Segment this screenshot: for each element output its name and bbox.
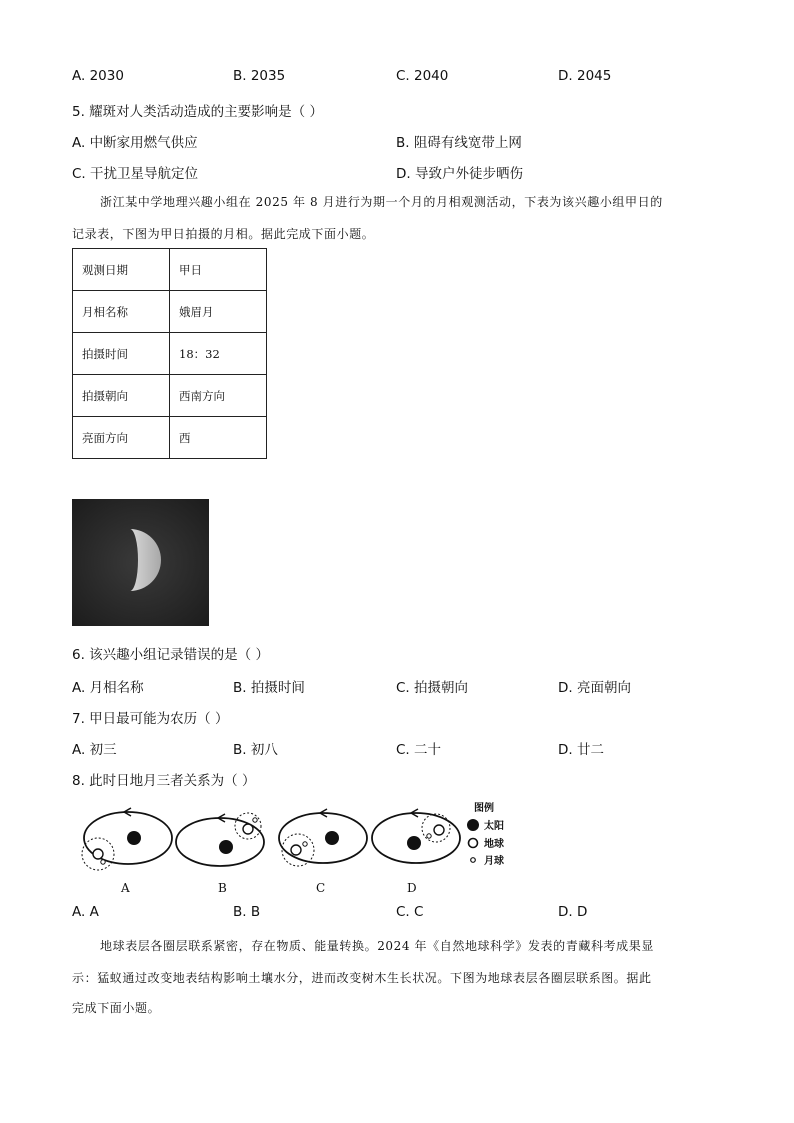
moon-phase-photo bbox=[72, 499, 209, 626]
legend-sun-icon bbox=[467, 819, 479, 831]
legend-moon-icon bbox=[471, 858, 476, 863]
diagram-label-b: B bbox=[218, 881, 227, 895]
intro2-line3: 完成下面小题。 bbox=[72, 1001, 161, 1015]
table-key: 月相名称 bbox=[73, 291, 170, 333]
table-value: 娥眉月 bbox=[170, 291, 267, 333]
q7-option-b: B. 初八 bbox=[233, 742, 278, 758]
table-key: 拍摄朝向 bbox=[73, 375, 170, 417]
intro1-line2: 记录表，下图为甲日拍摄的月相。据此完成下面小题。 bbox=[72, 227, 375, 241]
diagram-b bbox=[176, 813, 264, 866]
q5-option-b: B. 阻碍有线宽带上网 bbox=[396, 135, 522, 151]
q5-stem: 5. 耀斑对人类活动造成的主要影响是（ ） bbox=[72, 104, 323, 120]
q6-option-a: A. 月相名称 bbox=[72, 680, 144, 696]
table-key: 拍摄时间 bbox=[73, 333, 170, 375]
q6-option-c: C. 拍摄朝向 bbox=[396, 680, 469, 696]
q7-option-a: A. 初三 bbox=[72, 742, 117, 758]
diagram-d bbox=[372, 809, 460, 863]
q5-option-a: A. 中断家用燃气供应 bbox=[72, 135, 198, 151]
q8-option-b: B. B bbox=[233, 904, 261, 920]
legend-moon-label: 月球 bbox=[484, 856, 504, 867]
q7-stem: 7. 甲日最可能为农历（ ） bbox=[72, 711, 229, 727]
table-value: 甲日 bbox=[170, 249, 267, 291]
diagram-label-a: A bbox=[121, 881, 130, 895]
legend-sun-label: 太阳 bbox=[484, 821, 504, 832]
table-row bbox=[73, 291, 267, 333]
table-row bbox=[73, 375, 267, 417]
table-value: 西 bbox=[170, 417, 267, 459]
q8-option-a: A. A bbox=[72, 904, 99, 920]
intro1-line1: 浙江某中学地理兴趣小组在 2025 年 8 月进行为期一个月的月相观测活动，下表为该兴趣小组甲日的 bbox=[100, 195, 663, 209]
table-value: 西南方向 bbox=[170, 375, 267, 417]
q4-option-d: D. 2045 bbox=[558, 68, 612, 84]
q6-option-d: D. 亮面朝向 bbox=[558, 680, 631, 696]
diagram-label-c: C bbox=[316, 881, 326, 895]
table-key: 观测日期 bbox=[73, 249, 170, 291]
legend-title: 图例 bbox=[474, 803, 494, 814]
sun-earth-moon-diagram bbox=[72, 798, 522, 898]
q8-option-d: D. D bbox=[558, 904, 588, 920]
q6-option-b: B. 拍摄时间 bbox=[233, 680, 305, 696]
q5-option-c: C. 干扰卫星导航定位 bbox=[72, 166, 199, 182]
table-value: 18：32 bbox=[170, 333, 267, 375]
table-key: 亮面方向 bbox=[73, 417, 170, 459]
diagram-label-d: D bbox=[407, 881, 417, 895]
q7-option-c: C. 二十 bbox=[396, 742, 442, 758]
q8-option-c: C. C bbox=[396, 904, 424, 920]
table-row bbox=[73, 333, 267, 375]
legend-earth-icon bbox=[469, 839, 478, 848]
table-row bbox=[73, 249, 267, 291]
q6-stem: 6. 该兴趣小组记录错误的是（ ） bbox=[72, 647, 269, 663]
diagram-c bbox=[279, 809, 367, 866]
q4-option-b: B. 2035 bbox=[233, 68, 286, 84]
intro2-line2: 示：猛蚁通过改变地表结构影响土壤水分，进而改变树木生长状况。下图为地球表层各圈层联系图。据此 bbox=[72, 971, 652, 985]
legend-earth-label: 地球 bbox=[484, 839, 504, 850]
q8-stem: 8. 此时日地月三者关系为（ ） bbox=[72, 773, 256, 789]
q4-option-c: C. 2040 bbox=[396, 68, 449, 84]
record-table bbox=[72, 248, 267, 459]
q7-option-d: D. 廿二 bbox=[558, 742, 604, 758]
q5-option-d: D. 导致户外徒步晒伤 bbox=[396, 166, 523, 182]
intro2-line1: 地球表层各圈层联系紧密，存在物质、能量转换。2024 年《自然地球科学》发表的青藏科考成果显 bbox=[100, 939, 654, 953]
diagram-a bbox=[82, 808, 172, 870]
table-row bbox=[73, 417, 267, 459]
q4-option-a: A. 2030 bbox=[72, 68, 124, 84]
